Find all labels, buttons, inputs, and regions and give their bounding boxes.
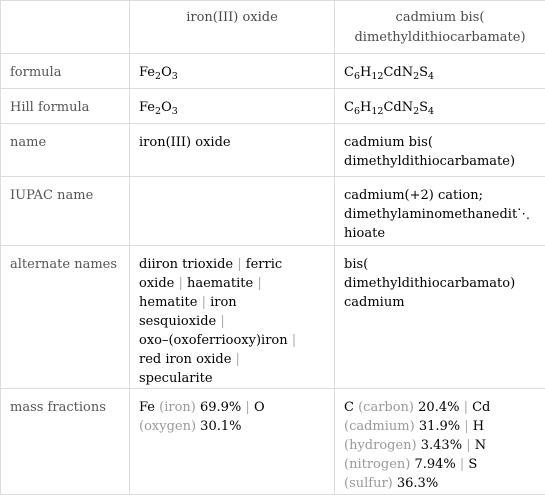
separator: | <box>292 333 296 348</box>
element-name: (cadmium) <box>344 419 415 434</box>
row-label-formula: formula <box>1 54 130 89</box>
table-row-mass-fractions <box>1 389 545 495</box>
corner-cell <box>1 1 130 54</box>
element-name: (iron) <box>159 400 196 415</box>
separator: | <box>220 314 224 329</box>
separator: | <box>464 400 468 415</box>
separator: | <box>202 295 206 310</box>
element-name: (oxygen) <box>139 419 196 434</box>
subscript: 4 <box>428 71 434 82</box>
element-name: (carbon) <box>358 400 414 415</box>
name-iron-oxide: iron(III) oxide <box>130 124 335 177</box>
hill-formula-iron-oxide: $Fe_2O_3$ <box>130 89 335 124</box>
column-header-iron-oxide: iron(III) oxide <box>130 1 335 54</box>
column-header-cadmium-compound: cadmium bis( dimethyldithiocarbamate) <box>335 1 545 54</box>
row-label-name: name <box>1 124 130 177</box>
alternate-names-cadmium-compound: bis( dimethyldithiocarbamato) cadmium <box>335 246 545 389</box>
separator: | <box>466 438 470 453</box>
element-name: (nitrogen) <box>344 457 410 472</box>
alternate-names-iron-oxide: diiron trioxide | ferric oxide | haematite | hematite | iron sesquioxide | oxo–(oxoferriooxy)iron | red iron oxide | specularite <box>130 246 335 389</box>
subscript: 3 <box>172 71 178 82</box>
separator: | <box>236 352 240 367</box>
table-row-name <box>1 124 545 177</box>
mass-fractions-iron-oxide: Fe (iron) 69.9% | O (oxygen) 30.1% <box>130 389 335 495</box>
separator: | <box>257 276 261 291</box>
subscript: 3 <box>172 106 178 117</box>
mass-fractions-cadmium-compound: C (carbon) 20.4% | Cd (cadmium) 31.9% | H (hydrogen) 3.43% | N (nitrogen) 7.94% | S (sulfur) 36.3% <box>335 389 545 495</box>
subscript: 6 <box>354 106 360 117</box>
element-name: (hydrogen) <box>344 438 417 453</box>
row-label-mass-fractions: mass fractions <box>1 389 130 495</box>
subscript: 12 <box>371 71 383 82</box>
iupac-name-iron-oxide <box>130 177 335 246</box>
subscript: 6 <box>354 71 360 82</box>
table-row-hill-formula <box>1 89 545 124</box>
table-row-formula <box>1 54 545 89</box>
formula-cadmium-compound: $C_6H_{12}CdN_2S_4$ <box>335 54 545 89</box>
hill-formula-cadmium-compound: $C_6H_{12}CdN_2S_4$ <box>335 89 545 124</box>
header-row <box>1 1 545 54</box>
subscript: 4 <box>428 106 434 117</box>
separator: | <box>464 419 468 434</box>
table-row-iupac-name <box>1 177 545 246</box>
subscript: 2 <box>155 106 161 117</box>
subscript: 2 <box>413 71 419 82</box>
row-label-alternate-names: alternate names <box>1 246 130 389</box>
formula-iron-oxide: $Fe_2O_3$ <box>130 54 335 89</box>
row-label-iupac-name: IUPAC name <box>1 177 130 246</box>
separator: | <box>237 257 241 272</box>
subscript: 12 <box>371 106 383 117</box>
row-label-hill-formula: Hill formula <box>1 89 130 124</box>
name-cadmium-compound: cadmium bis( dimethyldithiocarbamate) <box>335 124 545 177</box>
subscript: 2 <box>155 71 161 82</box>
separator: | <box>245 400 249 415</box>
iupac-name-cadmium-compound: cadmium(+2) cation; dimethylaminomethanedit⋱ hioate <box>335 177 545 246</box>
element-name: (sulfur) <box>344 476 393 491</box>
separator: | <box>178 276 182 291</box>
table-row-alternate-names <box>1 246 545 389</box>
separator: | <box>460 457 464 472</box>
subscript: 2 <box>413 106 419 117</box>
